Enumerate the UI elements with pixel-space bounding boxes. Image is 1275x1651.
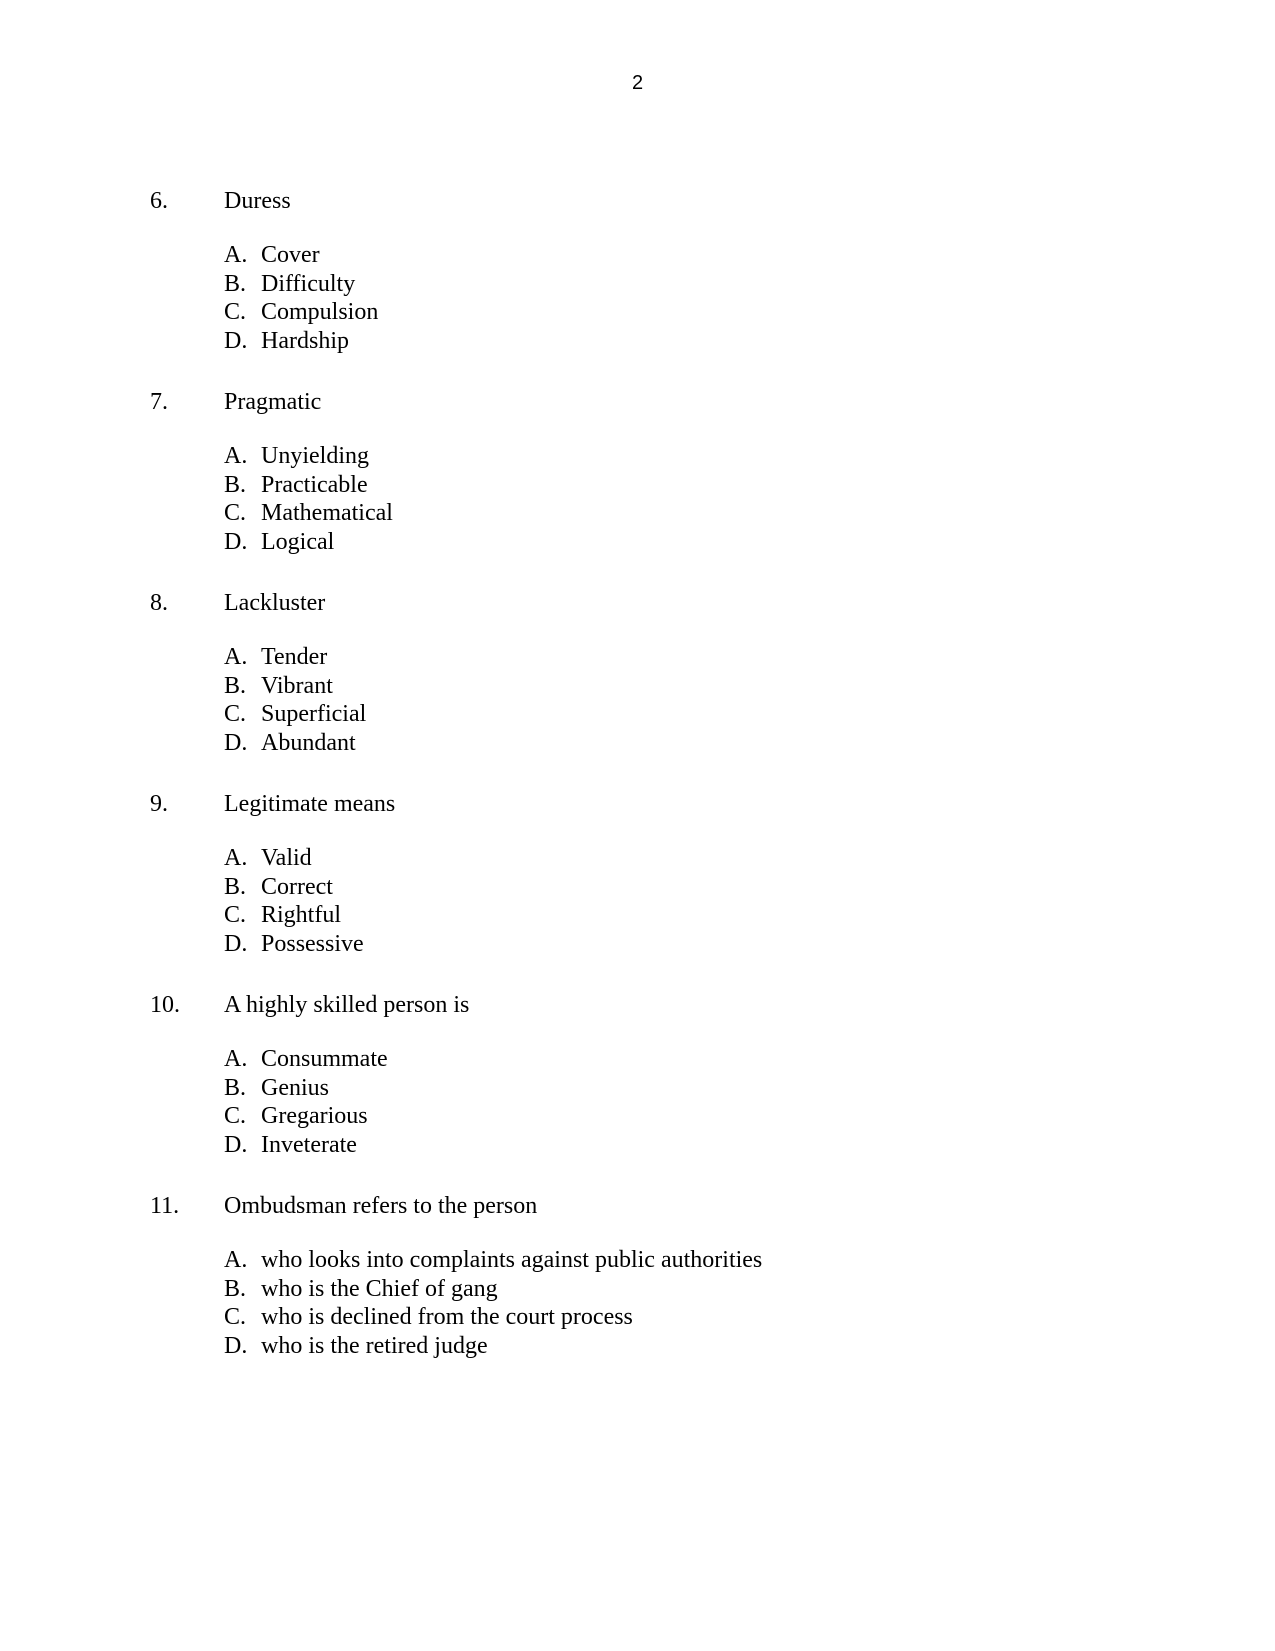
option-letter: D. [224,529,248,556]
question-text: Lackluster [224,590,326,616]
option-letter: C. [224,299,247,326]
question-11 [150,1191,1150,1360]
option-c [224,499,393,528]
option-text: Compulsion [261,299,379,326]
option-text: Gregarious [261,1103,368,1130]
option-c [224,1102,388,1131]
option-a [224,241,378,270]
option-text: who is the Chief of gang [261,1275,498,1302]
option-d [224,930,364,959]
option-text: Superficial [261,701,367,728]
option-b [224,672,366,701]
option-b [224,471,393,500]
option-text: Valid [261,845,312,871]
option-letter: B. [224,672,247,699]
question-header [150,1191,1150,1221]
option-c [224,700,366,729]
question-header [150,186,1150,216]
question-7 [150,387,1150,556]
option-text: Correct [261,873,333,900]
question-header [150,387,1150,417]
page-number: 2 [631,72,644,94]
option-a [224,1246,762,1275]
option-a [224,643,366,672]
option-letter: D. [224,730,248,757]
option-text: who is declined from the court process [261,1304,633,1331]
question-text: Legitimate means [224,791,396,817]
option-text: Consummate [261,1046,388,1072]
option-text: Genius [261,1074,329,1101]
option-letter: C. [224,500,247,527]
question-text: Pragmatic [224,389,322,415]
question-text: A highly skilled person is [224,992,470,1018]
option-letter: A. [224,644,248,670]
option-list [224,442,393,557]
question-9 [150,789,1150,958]
question-header [150,990,1150,1020]
option-d [224,1332,762,1361]
option-text: Inveterate [261,1132,357,1159]
question-number: 8. [150,590,168,616]
option-c [224,298,378,327]
option-d [224,1131,388,1160]
question-number: 9. [150,791,168,817]
option-text: Abundant [261,730,356,757]
option-c [224,1303,762,1332]
question-number: 6. [150,188,168,214]
option-list [224,643,366,758]
option-letter: B. [224,1275,247,1302]
option-letter: D. [224,1333,248,1360]
option-d [224,528,393,557]
question-6 [150,186,1150,355]
option-text: Cover [261,242,320,268]
option-text: Vibrant [261,672,333,699]
option-letter: C. [224,1304,247,1331]
option-letter: C. [224,902,247,929]
question-text: Duress [224,188,291,214]
option-text: Difficulty [261,270,356,297]
question-number: 10. [150,992,180,1018]
question-text: Ombudsman refers to the person [224,1193,538,1219]
option-d [224,327,378,356]
question-8 [150,588,1150,757]
option-letter: D. [224,1132,248,1159]
option-letter: C. [224,701,247,728]
option-letter: B. [224,873,247,900]
question-number: 7. [150,389,168,415]
option-a [224,844,364,873]
option-b [224,1074,388,1103]
option-letter: B. [224,471,247,498]
option-list [224,844,364,959]
option-text: Logical [261,529,335,556]
option-text: Mathematical [261,500,393,527]
option-d [224,729,366,758]
option-text: Hardship [261,328,349,355]
option-text: who is the retired judge [261,1333,488,1360]
option-text: who looks into complaints against public authorities [261,1247,763,1273]
option-list [224,241,378,356]
option-letter: C. [224,1103,247,1130]
option-text: Rightful [261,902,342,929]
option-letter: A. [224,1046,248,1072]
option-letter: B. [224,270,247,297]
option-text: Possessive [261,931,364,958]
option-b [224,270,378,299]
option-letter: A. [224,1247,248,1273]
option-letter: A. [224,443,248,469]
question-header [150,789,1150,819]
option-text: Tender [261,644,328,670]
option-list [224,1045,388,1160]
option-b [224,873,364,902]
option-list [224,1246,762,1361]
question-number: 11. [150,1193,180,1219]
option-letter: D. [224,328,248,355]
option-c [224,901,364,930]
question-header [150,588,1150,618]
option-a [224,442,393,471]
option-a [224,1045,388,1074]
question-10 [150,990,1150,1159]
option-text: Unyielding [261,443,369,469]
option-letter: A. [224,845,248,871]
option-letter: B. [224,1074,247,1101]
option-text: Practicable [261,471,368,498]
option-b [224,1275,762,1304]
option-letter: D. [224,931,248,958]
option-letter: A. [224,242,248,268]
